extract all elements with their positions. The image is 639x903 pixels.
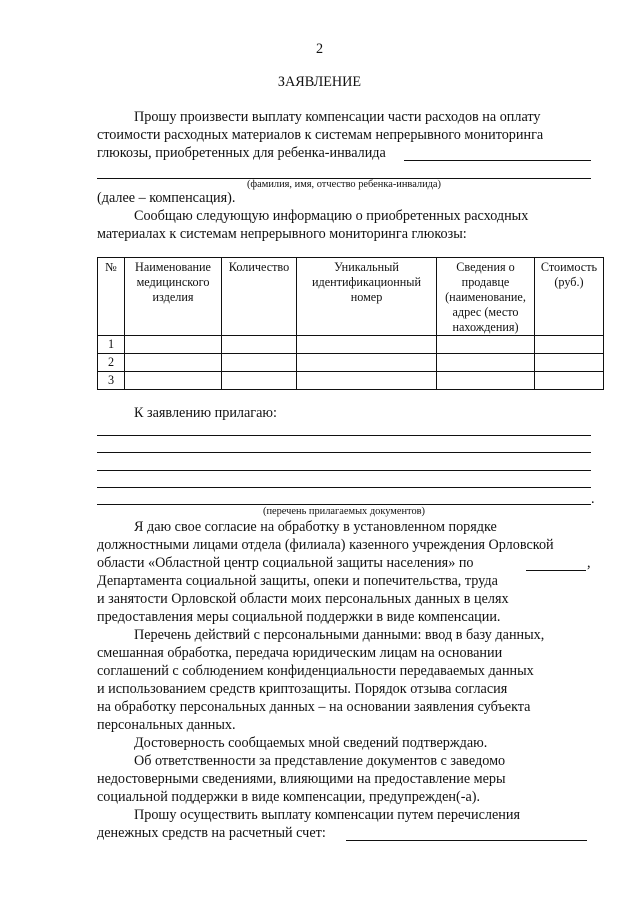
request-line-3: глюкозы, приобретенных для ребенка-инвалида	[97, 145, 386, 161]
attachment-line-5[interactable]	[97, 504, 591, 505]
attachments-end-mark: .	[591, 491, 595, 507]
consent-line-5: и занятости Орловской области моих персональных данных в целях	[97, 591, 509, 607]
cell-quantity[interactable]	[222, 372, 297, 390]
header-number: №	[98, 258, 125, 336]
attachment-line-4[interactable]	[97, 487, 591, 488]
actions-line-5: на обработку персональных данных – на основании заявления субъекта	[97, 699, 531, 715]
cell-unique-id[interactable]	[297, 336, 437, 354]
responsibility-line-3: социальной поддержки в виде компенсации, предупрежден(-а).	[97, 789, 481, 805]
request-line-1: Прошу произвести выплату компенсации части расходов на оплату	[134, 109, 541, 125]
consent-comma: ,	[587, 555, 591, 571]
actions-line-3: соглашений с соблюдением конфиденциальности передаваемых данных	[97, 663, 534, 679]
header-quantity: Количество	[222, 258, 297, 336]
row-number: 1	[98, 336, 125, 354]
cell-cost[interactable]	[535, 372, 604, 390]
cell-cost[interactable]	[535, 336, 604, 354]
cell-product-name[interactable]	[125, 354, 222, 372]
header-unique-id: Уникальный идентификационный номер	[297, 258, 437, 336]
actions-line-6: персональных данных.	[97, 717, 236, 733]
page-number: 2	[315, 41, 324, 57]
header-seller-info: Сведения о продавце (наименование, адрес (место нахождения)	[437, 258, 535, 336]
cell-product-name[interactable]	[125, 372, 222, 390]
consent-line-4: Департамента социальной защиты, опеки и попечительства, труда	[97, 573, 498, 589]
payment-line-1: Прошу осуществить выплату компенсации путем перечисления	[134, 807, 521, 823]
actions-line-4: и использованием средств криптозащиты. Порядок отзыва согласия	[97, 681, 508, 697]
consent-line-2: должностными лицами отдела (филиала) казенного учреждения Орловской	[97, 537, 554, 553]
actions-line-1: Перечень действий с персональными данными: ввод в базу данных,	[134, 627, 545, 643]
payment-line-2: денежных средств на расчетный счет:	[97, 825, 326, 841]
header-cost: Стоимость (руб.)	[535, 258, 604, 336]
info-line-1: Сообщаю следующую информацию о приобретенных расходных	[134, 208, 529, 224]
attachment-line-3[interactable]	[97, 470, 591, 471]
child-name-blank[interactable]	[404, 160, 591, 161]
info-line-2: материалах к системам непрерывного мониторинга глюкозы:	[97, 226, 467, 242]
attachment-line-2[interactable]	[97, 452, 591, 453]
cell-unique-id[interactable]	[297, 372, 437, 390]
row-number: 2	[98, 354, 125, 372]
child-name-caption: (фамилия, имя, отчество ребенка-инвалида)	[246, 179, 442, 190]
account-number-blank[interactable]	[346, 840, 587, 841]
table-row	[98, 354, 604, 372]
row-number: 3	[98, 372, 125, 390]
confirmation-text: Достоверность сообщаемых мной сведений подтверждаю.	[134, 735, 488, 751]
materials-table	[97, 257, 604, 390]
consent-line-3: области «Областной центр социальной защиты населения» по	[97, 555, 474, 571]
consent-line-6: предоставления меры социальной поддержки в виде компенсации.	[97, 609, 501, 625]
consent-line-1: Я даю свое согласие на обработку в установленном порядке	[134, 519, 497, 535]
header-product-name: Наименование медицинского изделия	[125, 258, 222, 336]
attachments-caption: (перечень прилагаемых документов)	[262, 506, 426, 517]
table-header-row	[98, 258, 604, 336]
cell-quantity[interactable]	[222, 354, 297, 372]
responsibility-line-1: Об ответственности за представление документов с заведомо	[134, 753, 506, 769]
table-row	[98, 372, 604, 390]
request-line-4: (далее – компенсация).	[97, 190, 236, 206]
actions-line-2: смешанная обработка, передача юридическим лицам на основании	[97, 645, 503, 661]
request-line-2: стоимости расходных материалов к системам непрерывного мониторинга	[97, 127, 544, 143]
cell-seller-info[interactable]	[437, 336, 535, 354]
table-row	[98, 336, 604, 354]
attachment-line-1[interactable]	[97, 435, 591, 436]
cell-quantity[interactable]	[222, 336, 297, 354]
responsibility-line-2: недостоверными сведениями, влияющими на предоставление меры	[97, 771, 506, 787]
attachments-label: К заявлению прилагаю:	[134, 405, 277, 421]
cell-seller-info[interactable]	[437, 372, 535, 390]
cell-cost[interactable]	[535, 354, 604, 372]
consent-period-blank[interactable]	[526, 570, 586, 571]
cell-product-name[interactable]	[125, 336, 222, 354]
cell-unique-id[interactable]	[297, 354, 437, 372]
document-title: ЗАЯВЛЕНИЕ	[277, 74, 362, 90]
cell-seller-info[interactable]	[437, 354, 535, 372]
